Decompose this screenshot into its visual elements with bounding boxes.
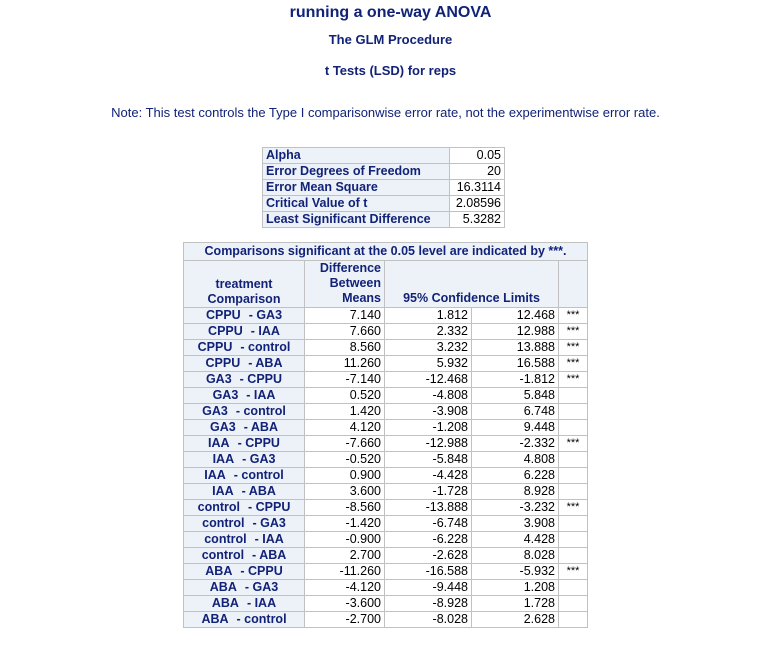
upper-limit-value: 12.468 [472,308,559,324]
significance-flag: *** [559,324,588,340]
note-text: Note: This test controls the Type I comparisonwise error rate, not the experimentwise error rate. [111,105,660,120]
significance-flag: *** [559,500,588,516]
comparison-left: control [201,548,245,562]
comparison-label [184,372,305,388]
comparison-label [184,564,305,580]
lower-limit-value: -6.228 [385,532,472,548]
comparison-right: - GA3 [248,308,283,322]
comparison-right: - IAA [250,324,280,338]
comparison-right: - CPPU [240,564,283,578]
significance-flag [559,420,588,436]
comparison-row [184,564,588,580]
stats-value: 20 [450,164,505,180]
significance-flag [559,612,588,628]
significance-flag: *** [559,308,588,324]
lower-limit-value: -12.988 [385,436,472,452]
comparison-row [184,372,588,388]
lower-limit-value: -16.588 [385,564,472,580]
difference-value: -11.260 [305,564,385,580]
significance-flag: *** [559,436,588,452]
stats-row [263,196,505,212]
header-confidence-limits: 95% Confidence Limits [385,261,559,308]
upper-limit-value: 4.428 [472,532,559,548]
comparison-label [184,340,305,356]
stats-row [263,212,505,228]
lower-limit-value: 5.932 [385,356,472,372]
comparison-left: CPPU [197,340,233,354]
difference-value: 7.140 [305,308,385,324]
comparison-row [184,548,588,564]
significance-flag [559,404,588,420]
upper-limit-value: 1.208 [472,580,559,596]
comparison-label [184,532,305,548]
comparison-row [184,532,588,548]
significance-flag [559,452,588,468]
comparison-left: ABA [209,580,237,594]
upper-limit-value: 13.888 [472,340,559,356]
lower-limit-value: -5.848 [385,452,472,468]
difference-value: -8.560 [305,500,385,516]
comparison-row [184,324,588,340]
comparison-label [184,596,305,612]
comparison-right: - GA3 [252,516,286,530]
comparison-label [184,436,305,452]
page-title: running a one-way ANOVA [289,4,492,21]
header-significance [559,261,588,308]
comparison-row [184,420,588,436]
stats-row [263,180,505,196]
comparison-label [184,452,305,468]
difference-value: -2.700 [305,612,385,628]
comparison-left: IAA [204,468,226,482]
upper-limit-value: 9.448 [472,420,559,436]
comparison-right: - ABA [252,548,287,562]
comparisons-table [183,242,588,628]
upper-limit-value: 6.228 [472,468,559,484]
comparison-left: control [202,516,245,530]
comparison-row [184,340,588,356]
comparison-left: ABA [201,612,229,626]
comparison-left: control [197,500,240,514]
comparison-row [184,612,588,628]
difference-value: 11.260 [305,356,385,372]
comparison-row [184,404,588,420]
comparison-right: - CPPU [247,500,291,514]
upper-limit-value: 12.988 [472,324,559,340]
comparison-right: - CPPU [239,372,283,386]
test-title: t Tests (LSD) for reps [324,63,457,78]
difference-value: 0.520 [305,388,385,404]
comparison-left: ABA [211,596,239,610]
significance-flag [559,548,588,564]
lower-limit-value: -2.628 [385,548,472,564]
comparison-row [184,580,588,596]
difference-value: 2.700 [305,548,385,564]
comparison-left: IAA [212,452,235,466]
comparison-label [184,420,305,436]
comparison-left: GA3 [202,404,228,418]
header-comparison-line2: Comparison [207,292,281,306]
comparison-row [184,596,588,612]
comparison-right: - ABA [248,356,283,370]
header-difference [305,261,385,308]
comparison-right: - IAA [246,596,277,610]
upper-limit-value: 2.628 [472,612,559,628]
stats-label: Error Mean Square [263,180,450,196]
difference-value: -3.600 [305,596,385,612]
lower-limit-value: -1.728 [385,484,472,500]
lower-limit-value: 3.232 [385,340,472,356]
upper-limit-value: 1.728 [472,596,559,612]
difference-value: 1.420 [305,404,385,420]
upper-limit-value: -2.332 [472,436,559,452]
significance-flag: *** [559,564,588,580]
stats-value: 5.3282 [450,212,505,228]
header-difference-line3: Means [342,291,381,305]
header-comparison-line1: treatment [215,277,273,291]
comparison-left: GA3 [212,388,239,402]
comparison-row [184,388,588,404]
comparison-left: CPPU [205,356,241,370]
comparison-row [184,356,588,372]
stats-label: Critical Value of t [263,196,450,212]
difference-value: 8.560 [305,340,385,356]
comparison-right: - IAA [254,532,284,546]
comparison-label [184,404,305,420]
upper-limit-value: 8.028 [472,548,559,564]
upper-limit-value: 6.748 [472,404,559,420]
comparison-label [184,324,305,340]
stats-value: 0.05 [450,148,505,164]
difference-value: 4.120 [305,420,385,436]
comparison-row [184,484,588,500]
lower-limit-value: -13.888 [385,500,472,516]
significance-flag [559,388,588,404]
lower-limit-value: -3.908 [385,404,472,420]
lower-limit-value: -12.468 [385,372,472,388]
difference-value: -7.660 [305,436,385,452]
difference-value: 0.900 [305,468,385,484]
comparison-label [184,356,305,372]
lower-limit-value: -4.428 [385,468,472,484]
comparisons-caption: Comparisons significant at the 0.05 level are indicated by ***. [184,243,588,261]
upper-limit-value: 3.908 [472,516,559,532]
significance-flag: *** [559,372,588,388]
lsd-statistics-table [262,147,505,228]
comparison-left: CPPU [205,308,241,322]
comparison-label [184,516,305,532]
comparison-right: - GA3 [244,580,279,594]
comparison-label [184,388,305,404]
comparison-label [184,500,305,516]
upper-limit-value: -1.812 [472,372,559,388]
significance-flag [559,532,588,548]
difference-value: -1.420 [305,516,385,532]
comparison-label [184,308,305,324]
stats-value: 2.08596 [450,196,505,212]
comparison-left: CPPU [208,324,243,338]
significance-flag [559,516,588,532]
comparison-row [184,468,588,484]
comparison-left: IAA [208,436,230,450]
header-difference-line1: Difference [319,261,381,275]
lower-limit-value: 1.812 [385,308,472,324]
upper-limit-value: 5.848 [472,388,559,404]
stats-value: 16.3114 [450,180,505,196]
comparison-right: - control [235,404,286,418]
comparison-right: - control [240,340,291,354]
lower-limit-value: -6.748 [385,516,472,532]
difference-value: 3.600 [305,484,385,500]
lower-limit-value: 2.332 [385,324,472,340]
comparison-label [184,468,305,484]
stats-label: Least Significant Difference [263,212,450,228]
stats-row [263,164,505,180]
upper-limit-value: 8.928 [472,484,559,500]
comparison-left: ABA [205,564,233,578]
comparison-label [184,612,305,628]
comparison-row [184,308,588,324]
significance-flag: *** [559,340,588,356]
comparison-row [184,500,588,516]
lower-limit-value: -4.808 [385,388,472,404]
header-comparison [184,261,305,308]
upper-limit-value: -3.232 [472,500,559,516]
comparison-right: - GA3 [242,452,276,466]
upper-limit-value: 16.588 [472,356,559,372]
comparison-right: - control [233,468,284,482]
comparison-left: control [204,532,247,546]
stats-row [263,148,505,164]
significance-flag [559,596,588,612]
lower-limit-value: -9.448 [385,580,472,596]
difference-value: 7.660 [305,324,385,340]
difference-value: -0.520 [305,452,385,468]
comparison-right: - ABA [243,420,278,434]
difference-value: -7.140 [305,372,385,388]
significance-flag [559,468,588,484]
comparison-label [184,580,305,596]
comparison-label [184,548,305,564]
comparison-left: GA3 [210,420,236,434]
comparison-row [184,516,588,532]
difference-value: -4.120 [305,580,385,596]
stats-label: Alpha [263,148,450,164]
significance-flag: *** [559,356,588,372]
comparison-label [184,484,305,500]
comparison-row [184,436,588,452]
comparison-left: GA3 [205,372,232,386]
comparison-right: - ABA [241,484,276,498]
upper-limit-value: -5.932 [472,564,559,580]
lower-limit-value: -8.028 [385,612,472,628]
comparison-left: IAA [212,484,234,498]
significance-flag [559,580,588,596]
stats-label: Error Degrees of Freedom [263,164,450,180]
comparison-right: - IAA [246,388,276,402]
header-difference-line2: Between [329,276,381,290]
procedure-title: The GLM Procedure [328,32,453,47]
upper-limit-value: 4.808 [472,452,559,468]
comparison-row [184,452,588,468]
significance-flag [559,484,588,500]
lower-limit-value: -1.208 [385,420,472,436]
comparison-right: - CPPU [237,436,280,450]
difference-value: -0.900 [305,532,385,548]
lower-limit-value: -8.928 [385,596,472,612]
comparison-right: - control [236,612,287,626]
